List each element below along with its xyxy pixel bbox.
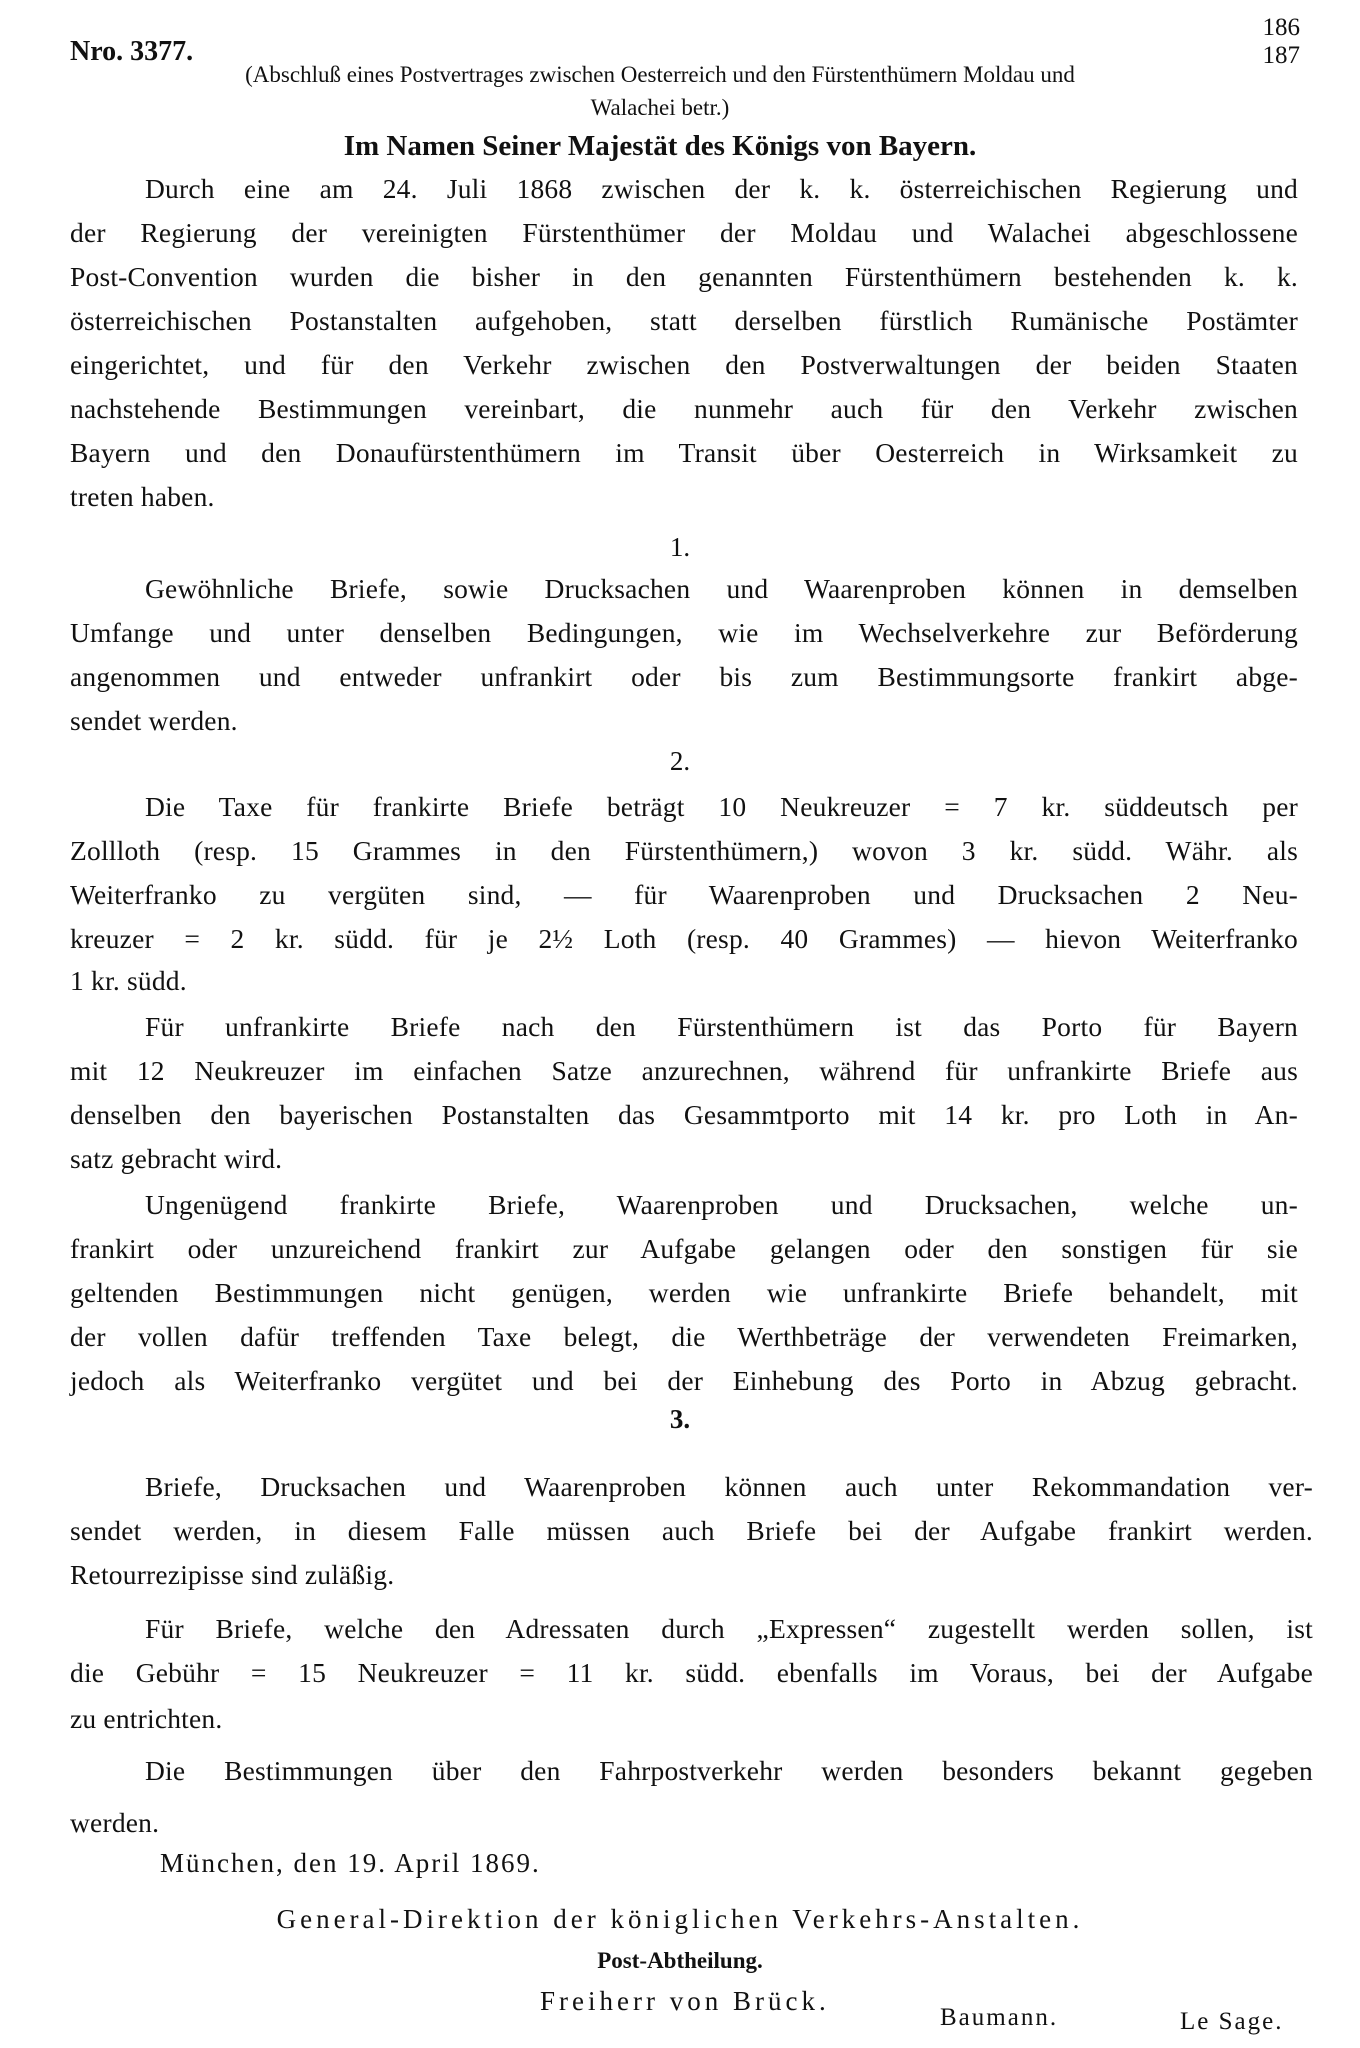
intro-line: nachstehende Bestimmungen vereinbart, die nunmehr auch für den Verkehr zwischen xyxy=(70,393,1298,424)
intro-line: eingerichtet, und für den Verkehr zwischen den Postverwaltungen der beiden Staaten xyxy=(70,349,1298,380)
section-line: Umfange und unter denselben Bedingungen, wie im Wechselverkehre zur Beförderung xyxy=(70,617,1298,648)
section-line: frankirt oder unzureichend frankirt zur Aufgabe gelangen oder den sonstigen für sie xyxy=(70,1233,1298,1264)
section-line: werden. xyxy=(70,1807,160,1838)
intro-line: Post-Convention wurden die bisher in den genannten Fürstenthümern bestehenden k. k. xyxy=(70,261,1298,292)
section-line: Ungenügend frankirte Briefe, Waarenproben und Drucksachen, welche un- xyxy=(145,1189,1298,1220)
section-line: Für unfrankirte Briefe nach den Fürstenthümern ist das Porto für Bayern xyxy=(145,1011,1298,1042)
department: Post-Abtheilung. xyxy=(597,1948,763,1973)
section-line: angenommen und entweder unfrankirt oder bis zum Bestimmungsorte frankirt abge- xyxy=(70,661,1298,692)
section-line: sendet werden, in diesem Falle müssen auch Briefe bei der Aufgabe frankirt werden. xyxy=(70,1515,1313,1546)
issuing-authority: General-Direktion der königlichen Verkehrs-Anstalten. xyxy=(276,1904,1084,1934)
section-line: zu entrichten. xyxy=(70,1703,223,1734)
section-line: Zollloth (resp. 15 Grammes in den Fürstenthümern,) wovon 3 kr. südd. Währ. als xyxy=(70,835,1298,866)
section-line: sendet werden. xyxy=(70,705,238,736)
place-date: München, den 19. April 1869. xyxy=(160,1848,541,1878)
intro-line: österreichischen Postanstalten aufgehoben, statt derselben fürstlich Rumänische Postämter xyxy=(70,305,1298,336)
heading: Im Namen Seiner Majestät des Königs von Bayern. xyxy=(343,130,977,162)
section-line: Die Bestimmungen über den Fahrpostverkehr werden besonders bekannt gegeben xyxy=(145,1755,1313,1786)
section-line: jedoch als Weiterfranko vergütet und bei der Einhebung des Porto in Abzug gebracht. xyxy=(70,1365,1298,1396)
section-line: kreuzer = 2 kr. südd. für je 2½ Loth (resp. 40 Grammes) — hievon Weiterfranko xyxy=(70,923,1298,954)
section-line: Retourrezipisse sind zuläßig. xyxy=(70,1559,395,1590)
section-number: 3. xyxy=(669,1404,691,1434)
section-line: Weiterfranko zu vergüten sind, — für Waarenproben und Drucksachen 2 Neu- xyxy=(70,879,1298,910)
signatory: Freiherr von Brück. xyxy=(540,1986,830,2016)
section-line: satz gebracht wird. xyxy=(70,1143,283,1174)
document-number: Nro. 3377. xyxy=(70,36,194,67)
section-line: mit 12 Neukreuzer im einfachen Satze anzurechnen, während für unfrankirte Briefe aus xyxy=(70,1055,1298,1086)
intro-line: treten haben. xyxy=(70,481,215,512)
section-number: 1. xyxy=(669,532,691,562)
cosigner-le-sage: Le Sage. xyxy=(1180,2008,1284,2035)
intro-line: Bayern und den Donaufürstenthümern im Transit über Oesterreich in Wirksamkeit zu xyxy=(70,437,1298,468)
section-line: denselben den bayerischen Postanstalten das Gesammtporto mit 14 kr. pro Loth in An- xyxy=(70,1099,1298,1130)
section-line: der vollen dafür treffenden Taxe belegt, die Werthbeträge der verwendeten Freimarken, xyxy=(70,1321,1298,1352)
intro-line: der Regierung der vereinigten Fürstenthümer der Moldau und Walachei abgeschlossene xyxy=(70,217,1298,248)
page-number-right: 187 xyxy=(1262,42,1300,69)
intro-line: Durch eine am 24. Juli 1868 zwischen der k. k. österreichischen Regierung und xyxy=(145,173,1298,204)
subtitle-line-2: Walachei betr.) xyxy=(590,95,730,120)
section-line: Gewöhnliche Briefe, sowie Drucksachen und Waarenproben können in demselben xyxy=(145,573,1298,604)
subtitle-line-1: (Abschluß eines Postvertrages zwischen Oesterreich und den Fürstenthümern Moldau und xyxy=(245,62,1075,87)
page-number-left: 186 xyxy=(1262,14,1300,41)
section-line: die Gebühr = 15 Neukreuzer = 11 kr. südd. ebenfalls im Voraus, bei der Aufgabe xyxy=(70,1657,1313,1688)
section-line: Für Briefe, welche den Adressaten durch „Expressen“ zugestellt werden sollen, ist xyxy=(145,1613,1313,1644)
section-line: geltenden Bestimmungen nicht genügen, werden wie unfrankirte Briefe behandelt, mit xyxy=(70,1277,1298,1308)
section-number: 2. xyxy=(669,746,691,776)
section-line: Briefe, Drucksachen und Waarenproben können auch unter Rekommandation ver- xyxy=(145,1471,1313,1502)
section-line: Die Taxe für frankirte Briefe beträgt 10 Neukreuzer = 7 kr. süddeutsch per xyxy=(145,791,1298,822)
section-line: 1 kr. südd. xyxy=(70,965,187,996)
cosigner-baumann: Baumann. xyxy=(940,2004,1059,2031)
